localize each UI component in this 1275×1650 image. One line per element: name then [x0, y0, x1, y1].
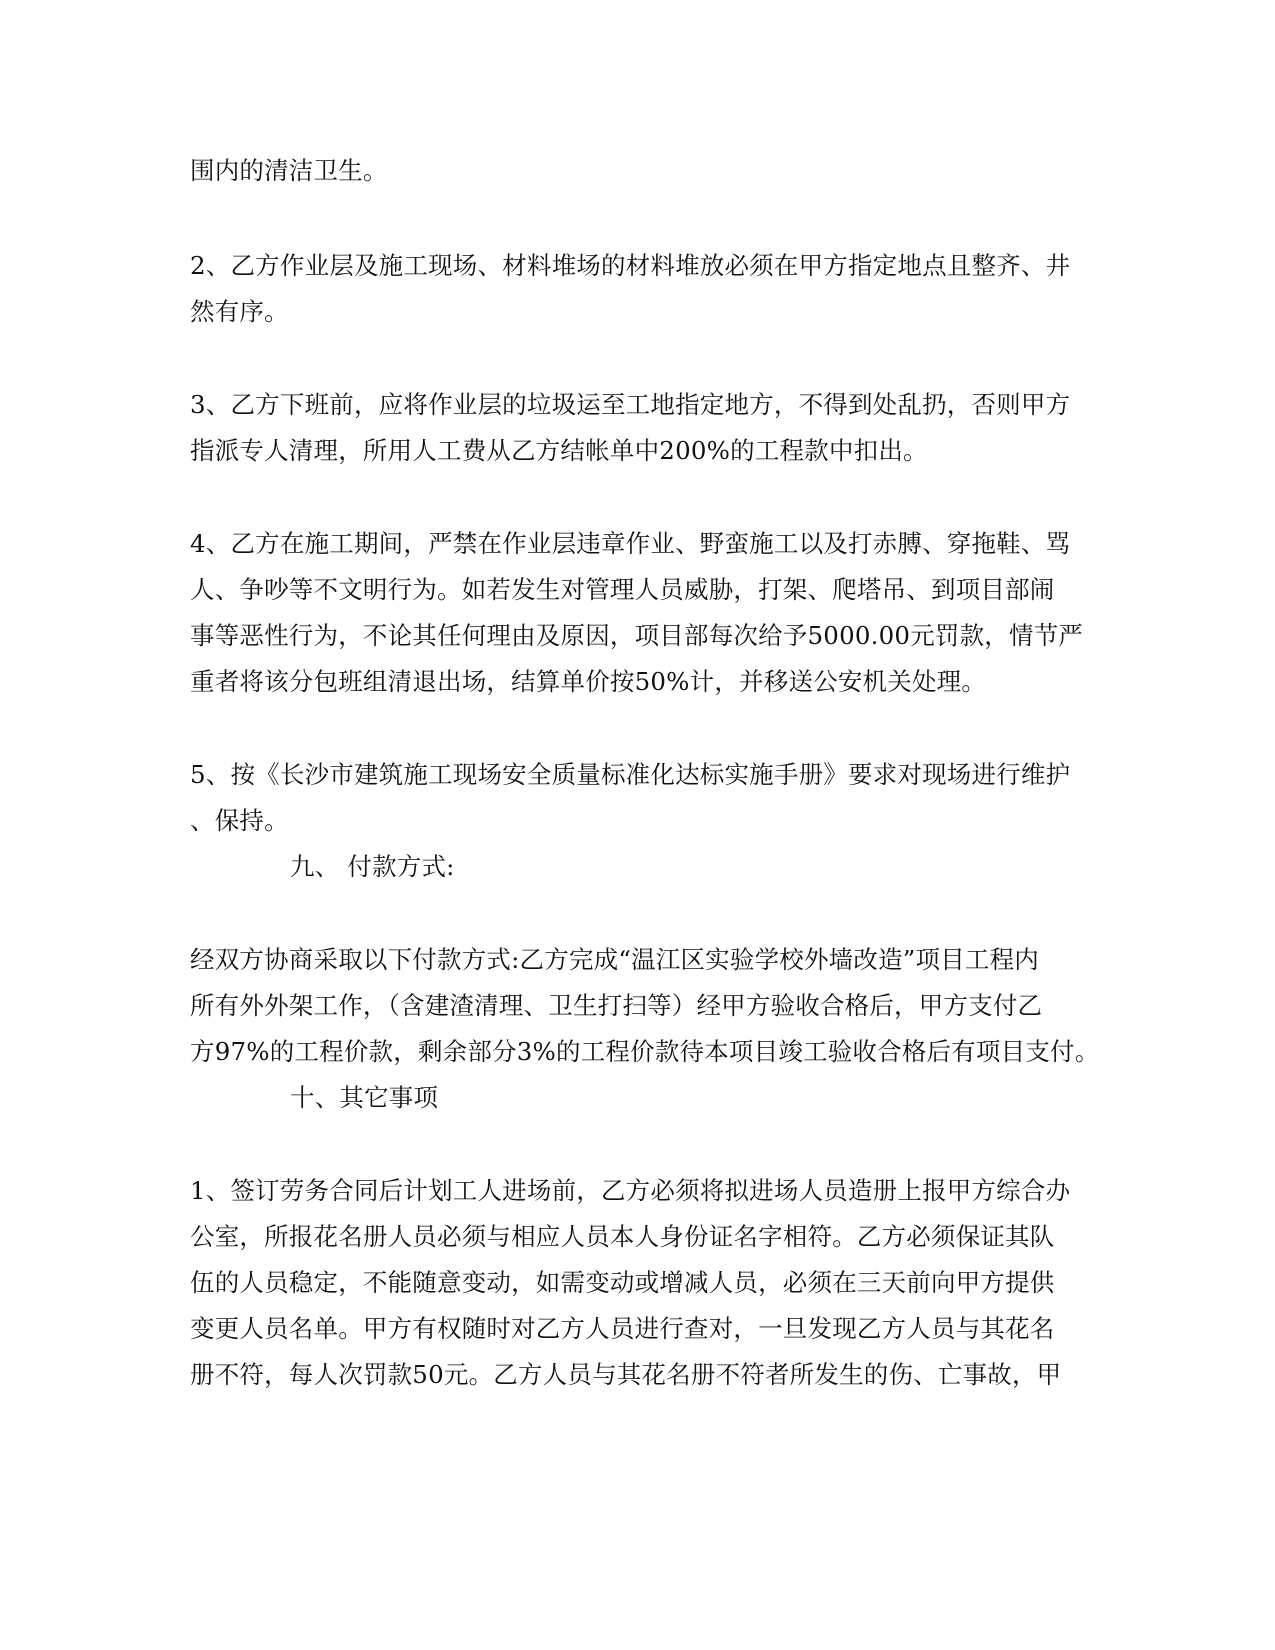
item-3-line-1: 3、乙方下班前，应将作业层的垃圾运至工地指定地方，不得到处乱扔，否则甲方 [190, 390, 1071, 419]
item-5-line-1: 5、按《长沙市建筑施工现场安全质量标准化达标实施手册》要求对现场进行维护 [190, 760, 1071, 789]
other-item-1-line-2: 公室，所报花名册人员必须与相应人员本人身份证名字相符。乙方必须保证其队 [190, 1222, 1055, 1251]
payment-line-1: 经双方协商采取以下付款方式:乙方完成“温江区实验学校外墙改造”项目工程内 [190, 945, 1040, 974]
other-item-1-line-1: 1、签订劳务合同后计划工人进场前，乙方必须将拟进场人员造册上报甲方综合办 [190, 1176, 1071, 1205]
item-4-line-2: 人、争吵等不文明行为。如若发生对管理人员威胁，打架、爬塔吊、到项目部闹 [190, 575, 1055, 604]
item-2-line-1: 2、乙方作业层及施工现场、材料堆场的材料堆放必须在甲方指定地点且整齐、井 [190, 251, 1071, 280]
item-4-line-4: 重者将该分包班组清退出场，结算单价按50%计，并移送公安机关处理。 [190, 667, 987, 696]
item-4-line-1: 4、乙方在施工期间，严禁在作业层违章作业、野蛮施工以及打赤膊、穿拖鞋、骂 [190, 529, 1071, 558]
item-4-line-3: 事等恶性行为，不论其任何理由及原因，项目部每次给予5000.00元罚款，情节严 [190, 621, 1084, 650]
other-item-1-line-5: 册不符，每人次罚款50元。乙方人员与其花名册不符者所发生的伤、亡事故，甲 [190, 1360, 1062, 1389]
section-heading-9: 九、 付款方式: [290, 852, 455, 881]
payment-line-2: 所有外外架工作，（含建渣清理、卫生打扫等）经甲方验收合格后，甲方支付乙 [190, 991, 1043, 1020]
item-5-line-2: 、保持。 [190, 806, 289, 835]
section-heading-10: 十、其它事项 [290, 1083, 439, 1112]
item-3-line-2: 指派专人清理，所用人工费从乙方结帐单中200%的工程款中扣出。 [190, 436, 928, 465]
other-item-1-line-3: 伍的人员稳定，不能随意变动，如需变动或增减人员，必须在三天前向甲方提供 [190, 1268, 1055, 1297]
other-item-1-line-4: 变更人员名单。甲方有权随时对乙方人员进行查对，一旦发现乙方人员与其花名 [190, 1314, 1055, 1343]
item-2-line-2: 然有序。 [190, 297, 289, 326]
payment-line-3: 方97%的工程价款，剩余部分3%的工程价款待本项目竣工验收合格后有项目支付。 [190, 1037, 1100, 1066]
paragraph-continuation: 围内的清洁卫生。 [190, 156, 388, 185]
